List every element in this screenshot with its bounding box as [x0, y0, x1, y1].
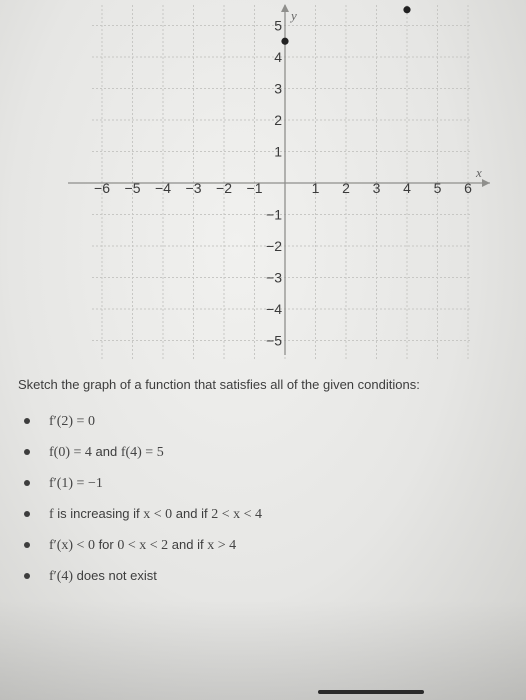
math-expression: f(4) = 5: [120, 445, 164, 460]
math-expression: f′(x) < 0: [49, 538, 95, 553]
x-tick-label: −5: [124, 180, 141, 196]
x-axis-label: x: [476, 165, 482, 180]
x-tick-label: 2: [342, 180, 350, 196]
condition-text: does not exist: [73, 568, 157, 583]
y-tick-label: −5: [266, 332, 282, 349]
conditions-list: [24, 410, 262, 596]
y-tick-label: 2: [274, 112, 282, 128]
bullet-dot: [24, 480, 30, 486]
math-expression: 0 < x < 2: [117, 538, 169, 553]
y-tick-label: −1: [266, 206, 282, 223]
condition-text: for: [94, 537, 118, 552]
x-tick-label: −6: [94, 180, 110, 196]
x-tick-label: −2: [216, 180, 232, 196]
condition-item: [24, 565, 262, 596]
y-tick-label: 3: [274, 80, 282, 97]
condition-text: and if: [172, 506, 212, 521]
plotted-point[interactable]: [403, 6, 410, 13]
condition-item: [24, 503, 262, 534]
instruction-text: Sketch the graph of a function that satisfies all of the given conditions:: [18, 377, 420, 392]
bullet-dot: [24, 573, 30, 579]
x-tick-label: 3: [372, 180, 381, 196]
bullet-dot: [24, 542, 30, 548]
plotted-point[interactable]: [281, 38, 288, 45]
y-tick-label: −2: [266, 238, 282, 254]
condition-text: is increasing if: [53, 506, 144, 521]
math-expression: 2 < x < 4: [211, 507, 262, 522]
math-expression: f: [49, 507, 54, 522]
math-expression: x > 4: [207, 538, 237, 553]
bullet-dot: [24, 449, 30, 455]
condition-text: and if: [168, 537, 208, 552]
x-tick-label: 1: [311, 180, 320, 196]
condition-item: [24, 472, 262, 503]
x-tick-label: 6: [464, 180, 472, 196]
y-tick-label: 4: [274, 49, 282, 65]
x-tick-label: 5: [433, 180, 442, 196]
y-tick-label: 1: [274, 143, 282, 160]
math-expression: f′(4): [49, 569, 74, 584]
math-expression: f′(1) = −1: [49, 476, 103, 491]
y-tick-label: 5: [274, 17, 282, 34]
condition-text: and: [91, 444, 121, 459]
y-tick-label: −3: [266, 269, 282, 286]
bullet-dot: [24, 418, 30, 424]
x-tick-label: −4: [155, 180, 171, 196]
photo-shadow: [0, 600, 526, 700]
x-tick-label: 4: [403, 180, 411, 196]
condition-item: [24, 410, 262, 441]
home-indicator-bar: [318, 690, 424, 694]
math-expression: x < 0: [143, 507, 173, 522]
math-expression: f′(2) = 0: [49, 414, 95, 429]
bullet-dot: [24, 511, 30, 517]
x-axis-arrow: [482, 179, 490, 187]
x-tick-label: −3: [185, 180, 202, 196]
condition-item: [24, 534, 262, 565]
y-axis-arrow: [281, 4, 289, 12]
y-tick-label: −4: [266, 301, 282, 317]
condition-item: [24, 441, 262, 472]
y-axis-label: y: [291, 8, 297, 23]
x-tick-label: −1: [246, 180, 263, 196]
math-expression: f(0) = 4: [49, 445, 92, 460]
